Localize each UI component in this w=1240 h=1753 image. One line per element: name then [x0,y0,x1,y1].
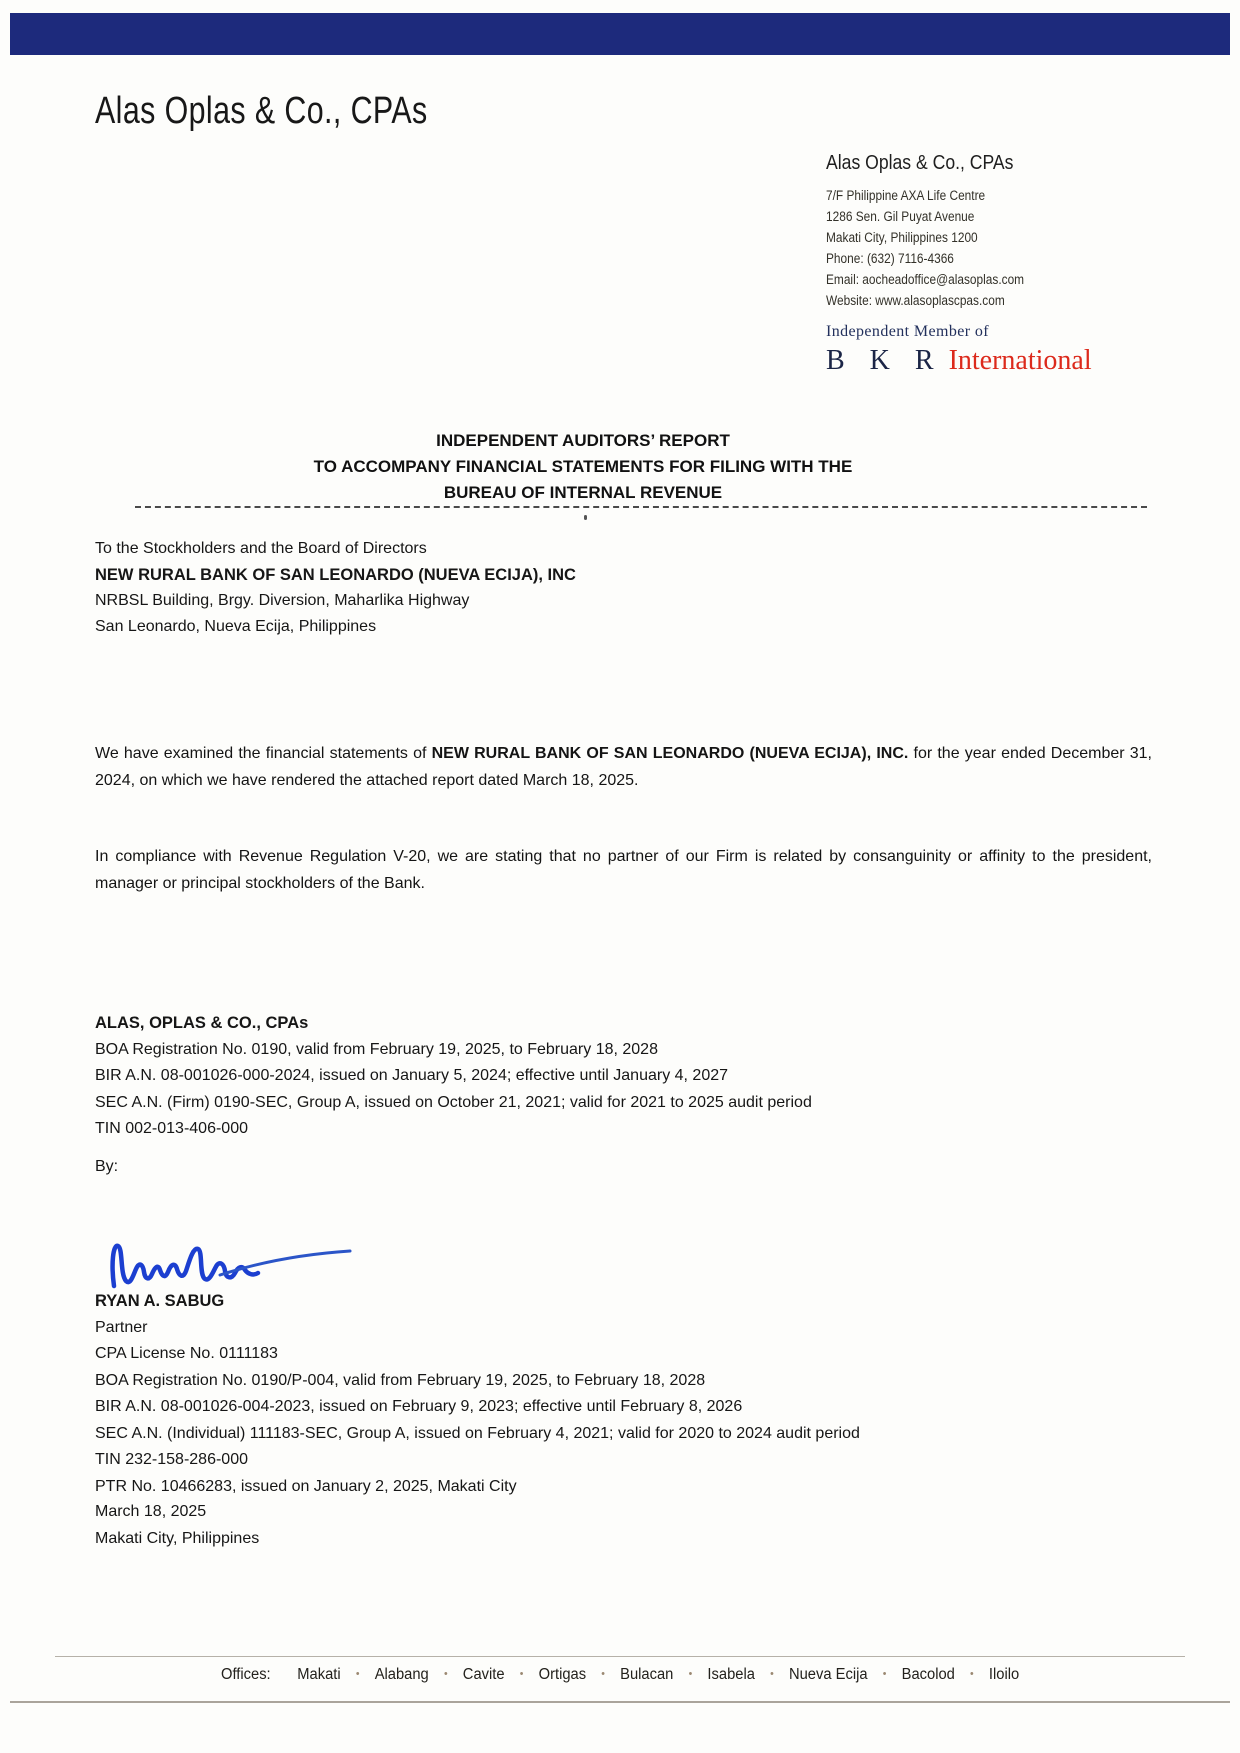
offices-list [297,1666,1019,1684]
office-item [463,1666,539,1684]
paragraph-text: We have examined the financial statements of [95,745,432,762]
bkr-initials: B K R [826,345,943,376]
dateline-block [95,1498,259,1552]
office-name: Cavite [462,1666,505,1683]
signer-block [95,1288,860,1500]
office-name: Alabang [374,1666,429,1683]
body-paragraph-1 [95,740,1152,794]
top-accent-bar [10,13,1230,55]
addressee-address-line1: NRBSL Building, Brgy. Diversion, Maharlika Highway [95,592,470,609]
bullet-separator: • [882,1668,887,1680]
bullet-separator: • [770,1668,774,1680]
office-item [375,1666,463,1684]
contact-line: Email: aocheadoffice@alasoplas.com [826,272,1025,287]
report-title-line2: TO ACCOMPANY FINANCIAL STATEMENTS FOR FILING WITH THE [313,457,853,476]
firm-logo-wordmark: Alas Oplas & Co., CPAs [95,90,428,132]
offices-strip [0,1666,1240,1684]
bkr-logo [826,345,1186,377]
stray-mark [584,515,587,520]
signer-credential-lines [95,1341,860,1500]
bullet-separator: • [601,1668,605,1680]
firm-name: ALAS, OPLAS & CO., CPAs [95,1014,309,1032]
footer-rule-bottom [10,1701,1230,1703]
addressee-name: NEW RURAL BANK OF SAN LEONARDO (NUEVA ECIJA), INC [95,566,576,584]
office-item [539,1666,621,1684]
paragraph-text: for the year ended December 31, 2024, on which we have rendered the attached report dated March 18, 2025. [95,745,1152,789]
contact-line: Phone: (632) 7116-4366 [826,251,954,266]
firm-credentials-block [95,1010,812,1143]
letterhead-contact-lines [826,185,1143,311]
report-title [83,428,1083,506]
bullet-separator: • [969,1668,974,1680]
addressee-block [95,536,576,640]
firm-credential-line: BIR A.N. 08-001026-000-2024, issued on January 5, 2024; effective until January 4, 2027 [95,1067,729,1084]
report-place: Makati City, Philippines [95,1530,260,1547]
contact-line: 1286 Sen. Gil Puyat Avenue [826,209,975,224]
dashed-divider [135,506,1147,508]
office-name: Bacolod [901,1666,955,1683]
contact-line: Website: www.alasoplascpas.com [826,293,1005,308]
bkr-membership-block [826,323,1186,377]
office-item [789,1666,902,1684]
signer-credential-line: SEC A.N. (Individual) 111183-SEC, Group A, issued on February 4, 2021; valid for 2020 to 2024 audit period [95,1424,860,1442]
membership-label: Independent Member of [826,323,990,340]
office-name: Isabela [707,1666,755,1683]
firm-credential-line: TIN 002-013-406-000 [95,1120,248,1137]
contact-line: 7/F Philippine AXA Life Centre [826,188,986,203]
bullet-separator: • [688,1668,693,1680]
offices-label: Offices: [220,1666,271,1683]
office-item [902,1666,989,1684]
report-title-line3: BUREAU OF INTERNAL REVENUE [443,483,723,502]
office-name: Ortigas [538,1666,586,1683]
body-paragraph-2: In compliance with Revenue Regulation V-20, we are stating that no partner of our Firm is related by consanguinity or affinity to the president, manager or principal stockholders of the Bank. [95,848,1152,892]
signer-credential-line: BOA Registration No. 0190/P-004, valid from February 19, 2025, to February 18, 2028 [95,1371,706,1389]
footer-rule-top [55,1656,1185,1657]
firm-credential-line: SEC A.N. (Firm) 0190-SEC, Group A, issued on October 21, 2021; valid for 2021 to 2025 audit period [95,1093,812,1111]
contact-line: Makati City, Philippines 1200 [826,230,978,245]
office-name: Bulacan [620,1666,674,1683]
bullet-separator: • [443,1668,448,1680]
handwritten-signature [100,1218,355,1298]
bullet-separator: • [355,1668,360,1680]
letterhead-firm-name: Alas Oplas & Co., CPAs [826,152,1014,174]
signer-credential-line: PTR No. 10466283, issued on January 2, 2025, Makati City [95,1477,517,1495]
office-item [620,1666,707,1684]
report-title-line1: INDEPENDENT AUDITORS’ REPORT [436,431,730,450]
office-name: Iloilo [988,1666,1020,1683]
addressee-salutation: To the Stockholders and the Board of Directors [95,540,427,557]
office-name: Nueva Ecija [788,1666,868,1683]
office-item [297,1666,374,1684]
signer-name: RYAN A. SABUG [95,1292,225,1310]
firm-credential-line: BOA Registration No. 0190, valid from February 19, 2025, to February 18, 2028 [95,1040,658,1058]
by-label: By: [95,1158,119,1175]
paragraph-bold-text: NEW RURAL BANK OF SAN LEONARDO (NUEVA ECIJA), INC. [431,745,909,762]
firm-credential-lines [95,1037,812,1143]
letterhead-contact-block [826,152,1186,311]
bkr-name: International [948,345,1092,376]
signer-credential-line: BIR A.N. 08-001026-004-2023, issued on February 9, 2023; effective until February 8, 2026 [95,1398,743,1415]
bullet-separator: • [519,1668,524,1680]
addressee-address-line2: San Leonardo, Nueva Ecija, Philippines [95,618,377,635]
signer-credential-line: TIN 232-158-286-000 [95,1451,248,1468]
report-date: March 18, 2025 [95,1503,207,1520]
signer-title: Partner [95,1318,148,1336]
office-name: Makati [297,1666,341,1683]
office-item [989,1666,1019,1684]
signer-credential-line: CPA License No. 0111183 [95,1345,278,1362]
office-item [707,1666,789,1684]
